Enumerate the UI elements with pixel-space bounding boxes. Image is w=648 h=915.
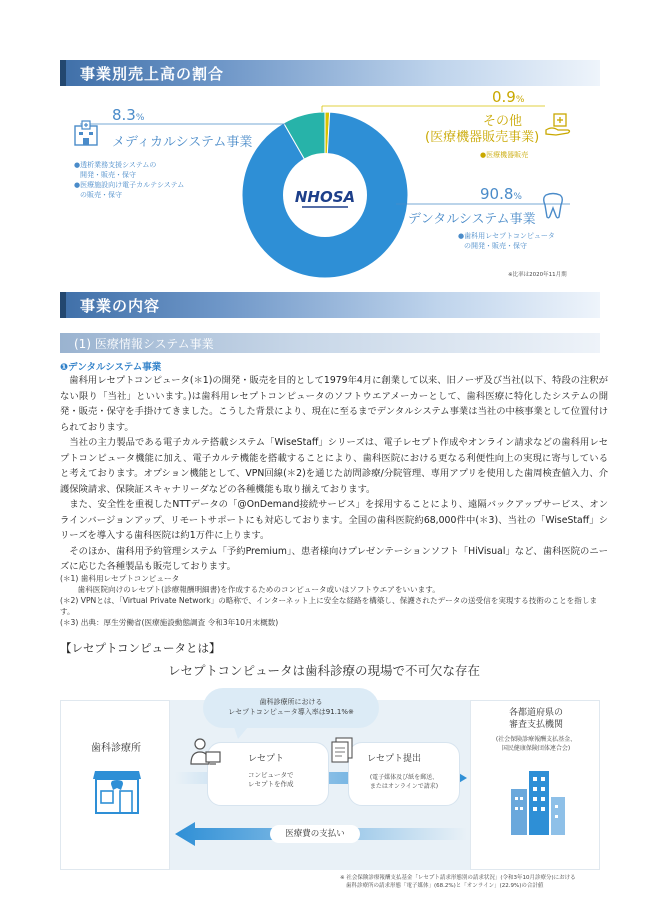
office-building-icon xyxy=(507,767,567,841)
doctor-computer-icon xyxy=(188,736,224,780)
dental-pct: 90.8% xyxy=(480,185,522,203)
paragraph: そのほか、歯科用予約管理システム「予約Premium」、患者様向けプレゼンテーションソフト「HiVisual」など、歯科医院のニーズに応じた各種製品も販売しております。 xyxy=(60,545,608,572)
paragraph: また、安全性を重視したNTTデータの「@OnDemand接続サービス」を採用することにより、遠隔バックアップサービス、オンラインバージョンアップ、リモートサポートにも対応しております。全国の歯科医院約68,000件中(＊3)、当社の「WiseStaff」シリーズを導入する歯科医院は約1万件に上ります。 xyxy=(60,499,608,541)
body-text xyxy=(60,373,608,575)
company-logo: NHOSA xyxy=(294,188,356,206)
document-stack-icon xyxy=(330,736,356,770)
adoption-rate-bubble xyxy=(203,688,379,728)
receipt-label: レセプト xyxy=(248,754,285,764)
subsection-banner xyxy=(60,333,600,353)
hospital-icon xyxy=(72,120,100,146)
clinic-label: 歯科診療所 xyxy=(91,743,141,754)
chart-footnote: ※比率は2020年11月期 xyxy=(508,272,567,278)
other-sublabel: (医療機器販売事業) xyxy=(425,130,540,145)
medical-notes: ●透析業務支援システムの 開発・販売・保守 ●医療施設向け電子カルテシステム の販売・保守 xyxy=(74,161,185,199)
receipt-box xyxy=(207,742,329,806)
paragraph: 歯科用レセプトコンピュータ(＊1)の開発・販売を目的として1979年4月に創業して以来、旧ノーザ及び当社(以下、特段の注釈がない限り「当社」といいます。)は歯科用レセプトコンピュータのソフトウエアメーカーとして、歯科医療に特化したシステムの開発・販売・保守を手掛けてきました。こうした背景により、現在に至るまでデンタルシステム事業は当社の中核事業として位置付けられております。 xyxy=(60,375,608,433)
bubble-tail xyxy=(234,727,250,739)
receipt-subtitle: レセプトコンピュータは歯科診療の現場で不可欠な存在 xyxy=(167,663,480,678)
banner-accent xyxy=(60,292,66,318)
receipt-desc: コンピュータで レセプトを作成 xyxy=(248,771,294,788)
payment-label: 医療費の支払い xyxy=(270,825,360,843)
section-banner-business xyxy=(60,292,600,318)
submit-desc: (電子媒体及び紙を郵送、 またはオンラインで請求) xyxy=(369,774,439,790)
section-title: 事業の内容 xyxy=(80,297,161,315)
org-desc: (社会保険診療報酬支払基金、 国民健康保険団体連合会) xyxy=(495,736,577,752)
clinic-panel xyxy=(60,700,170,870)
leader-lines xyxy=(0,0,648,300)
medical-pct: 8.3% xyxy=(112,106,145,124)
other-pct: 0.9% xyxy=(492,88,525,106)
org-panel xyxy=(470,700,600,870)
subsection-title: (1) 医療情報システム事業 xyxy=(74,337,214,351)
clinic-building-icon xyxy=(91,769,143,819)
dental-label: デンタルシステム事業 xyxy=(408,212,536,227)
submit-label: レセプト提出 xyxy=(367,754,422,764)
tooth-icon xyxy=(542,192,564,220)
other-label: その他 xyxy=(483,114,523,129)
dental-notes: ●歯科用レセプトコンピュータ の開発・販売・保守 xyxy=(458,232,555,250)
submit-box xyxy=(348,742,460,806)
footnotes: (＊1) 歯科用レセプトコンピュータ 歯科医院向けのレセプト(診療報酬明細書)を作成するためのコンピュータ或いはソフトウエアをいいます。 (＊2) VPNとは、「Virtual Private Network」の略称で、インターネット上に安全な経路を構築し、保護されたデータの送受信を実現する技術のことを指します。 (＊3) 出典：厚生労働省(医療施設動態調査 令和3年10月末概数) xyxy=(60,574,598,627)
receipt-heading: 【レセプトコンピュータとは】 xyxy=(60,641,221,655)
paragraph: 当社の主力製品である電子カルテ搭載システム「WiseStaff」シリーズは、電子レセプト作成やオンライン請求などの歯科用レセプトコンピュータ機能に加え、電子カルテ機能を搭載することにより、歯科医院における更なる利便性向上の実現に寄与していると考えております。オプション機能として、VPN回線(＊2)を通じた訪問診療/分院管理、専用アプリを使用した歯周検査値入力、介護保険請求、保険証スキャナリーダなどの各種機能も取り揃えております。 xyxy=(60,437,608,495)
medical-label: メディカルシステム事業 xyxy=(112,135,253,150)
bubble-text: 歯科診療所における レセプトコンピュータ導入率は91.1%※ xyxy=(228,698,354,716)
other-note: ●医療機器販売 xyxy=(480,151,529,159)
item-heading: ❶デンタルシステム事業 xyxy=(60,362,162,373)
receipt-footnote: ※ 社会保険診療報酬支払基金「レセプト請求形態別の請求状況」(令和3年10月診療分)における 歯科診療所の請求形態「電子媒体」(68.2%)と「オンライン」(22.9%)の合計値 xyxy=(340,875,576,889)
section-title: 事業別売上高の割合 xyxy=(80,65,225,83)
org-label: 各都道府県の 審査支払機関 xyxy=(508,708,563,730)
medical-device-hand-icon xyxy=(544,112,574,138)
